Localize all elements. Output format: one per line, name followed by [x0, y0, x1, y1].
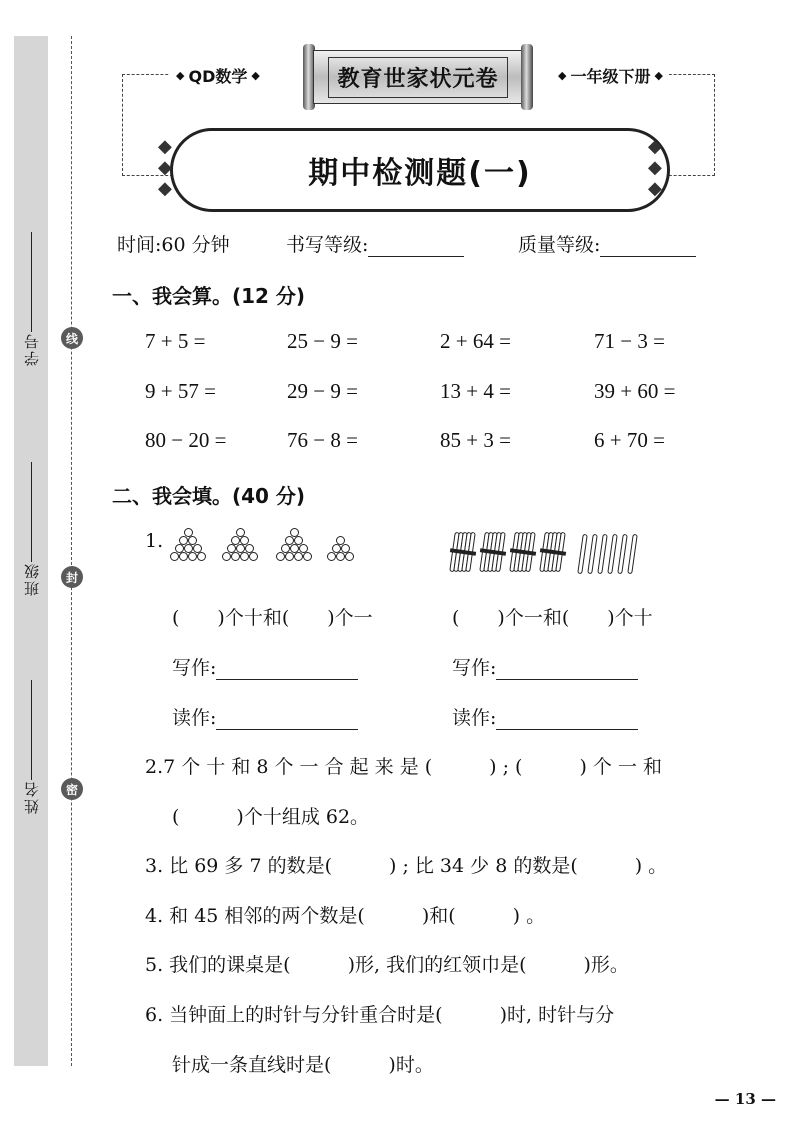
cut-mark-seal: 封 — [61, 566, 83, 588]
ball — [290, 544, 299, 553]
ball — [184, 544, 193, 553]
writing-grade-blank[interactable] — [368, 234, 464, 257]
writing-grade-field[interactable] — [286, 230, 464, 257]
banner-text: 教育世家状元卷 — [328, 57, 507, 98]
equation[interactable]: 76 − 8 = — [287, 428, 358, 452]
ball — [240, 552, 249, 561]
loose-stick — [577, 534, 588, 574]
exam-title-box — [170, 128, 670, 212]
read-label: 读作: — [452, 707, 497, 729]
ball — [341, 544, 350, 553]
subject-tag-text: QD数学 — [188, 67, 248, 86]
ball — [249, 552, 258, 561]
right-read-field[interactable] — [452, 703, 638, 730]
ball — [336, 552, 345, 561]
right-write-field[interactable] — [452, 653, 638, 680]
ball — [285, 552, 294, 561]
question-4[interactable]: 4. 和 45 相邻的两个数是( )和( ) 。 — [145, 905, 546, 927]
student-id-field[interactable] — [14, 232, 48, 366]
ball — [179, 552, 188, 561]
page-number: — 13 — — [714, 1090, 776, 1108]
diamond-icon: ◆ — [558, 69, 567, 82]
ball — [332, 544, 341, 553]
ball — [179, 536, 188, 545]
equation[interactable]: 6 + 70 = — [594, 428, 665, 452]
equation[interactable]: 71 − 3 = — [594, 329, 665, 353]
question-1-left-fill[interactable]: ( )个十和( )个一 — [172, 607, 373, 629]
ball — [188, 552, 197, 561]
subject-tag — [170, 64, 266, 87]
ball — [175, 544, 184, 553]
ball — [240, 536, 249, 545]
read-label: 读作: — [172, 707, 217, 729]
ball — [236, 528, 245, 537]
diamond-icon: ◆ — [176, 69, 185, 82]
loose-stick — [607, 534, 618, 574]
right-write-blank[interactable] — [496, 655, 638, 680]
loose-stick — [617, 534, 628, 574]
loose-stick — [587, 534, 598, 574]
ball — [231, 536, 240, 545]
question-2-line1[interactable]: 2.7 个 十 和 8 个 一 合 起 来 是 ( ) ; ( ) 个 一 和 — [145, 756, 662, 778]
ball — [303, 552, 312, 561]
ball — [294, 536, 303, 545]
ball — [285, 536, 294, 545]
ball — [245, 544, 254, 553]
class-label: 班级 — [22, 562, 41, 596]
section1-heading: 一、我会算。(12 分) — [112, 284, 306, 308]
scroll-roller-right — [521, 44, 533, 110]
equation[interactable]: 39 + 60 = — [594, 379, 676, 403]
exam-title: 期中检测题(一) — [308, 156, 532, 191]
grade-tag-text: 一年级下册 — [570, 67, 651, 86]
cut-mark-secret: 密 — [61, 778, 83, 800]
ball — [197, 552, 206, 561]
student-id-blank[interactable] — [31, 232, 32, 332]
ball — [345, 552, 354, 561]
series-banner — [303, 44, 533, 110]
name-label: 姓名 — [22, 780, 41, 814]
ball — [222, 552, 231, 561]
question-2-line2[interactable]: ( )个十组成 62。 — [172, 806, 370, 828]
equation[interactable]: 29 − 9 = — [287, 379, 358, 403]
question-6-line1[interactable]: 6. 当钟面上的时针与分针重合时是( )时, 时针与分 — [145, 1004, 615, 1026]
ball — [327, 552, 336, 561]
equation[interactable]: 9 + 57 = — [145, 379, 216, 403]
loose-stick — [597, 534, 608, 574]
grade-tag — [552, 64, 669, 87]
ball — [227, 544, 236, 553]
question-3[interactable]: 3. 比 69 多 7 的数是( ) ; 比 34 少 8 的数是( ) 。 — [145, 855, 668, 877]
right-read-blank[interactable] — [496, 705, 638, 730]
diamond-icon: ◆ — [654, 69, 663, 82]
loose-stick — [627, 534, 638, 574]
right-diamonds-icon: ◆ ◆ ◆ — [648, 136, 662, 199]
name-blank[interactable] — [31, 680, 32, 780]
right-bracket — [664, 74, 715, 176]
ball — [231, 552, 240, 561]
ball — [184, 528, 193, 537]
diamond-icon: ◆ — [251, 69, 260, 82]
student-id-label: 学号 — [22, 332, 41, 366]
banner-sheet — [313, 50, 523, 104]
writing-grade-label: 书写等级: — [286, 234, 369, 256]
equation[interactable]: 85 + 3 = — [440, 428, 511, 452]
equation[interactable]: 2 + 64 = — [440, 329, 511, 353]
left-write-blank[interactable] — [216, 655, 358, 680]
section2-heading: 二、我会填。(40 分) — [112, 484, 306, 508]
equation[interactable]: 25 − 9 = — [287, 329, 358, 353]
question-1-right-fill[interactable]: ( )个一和( )个十 — [452, 607, 653, 629]
ball — [276, 552, 285, 561]
ball — [290, 528, 299, 537]
left-read-blank[interactable] — [216, 705, 358, 730]
ball — [193, 544, 202, 553]
quality-grade-label: 质量等级: — [518, 234, 601, 256]
ball — [336, 536, 345, 545]
left-read-field[interactable] — [172, 703, 358, 730]
question-5[interactable]: 5. 我们的课桌是( )形, 我们的红领巾是( )形。 — [145, 954, 629, 976]
quality-grade-field[interactable] — [518, 230, 696, 257]
ball — [236, 544, 245, 553]
cut-line — [71, 36, 72, 1066]
exam-time: 时间:60 分钟 — [117, 234, 230, 256]
equation[interactable]: 7 + 5 = — [145, 329, 206, 353]
question-6-line2[interactable]: 针成一条直线时是( )时。 — [172, 1054, 434, 1076]
equation[interactable]: 80 − 20 = — [145, 428, 227, 452]
ball — [294, 552, 303, 561]
ball — [170, 552, 179, 561]
equation[interactable]: 13 + 4 = — [440, 379, 511, 403]
quality-grade-blank[interactable] — [600, 234, 696, 257]
write-label: 写作: — [172, 657, 217, 679]
cut-mark-line: 线 — [61, 327, 83, 349]
name-field[interactable] — [14, 680, 48, 814]
class-blank[interactable] — [31, 462, 32, 562]
ball — [299, 544, 308, 553]
ball — [188, 536, 197, 545]
write-label: 写作: — [452, 657, 497, 679]
class-field[interactable] — [14, 462, 48, 596]
left-write-field[interactable] — [172, 653, 358, 680]
question-1-number: 1. — [145, 530, 164, 552]
ball — [281, 544, 290, 553]
left-diamonds-icon: ◆ ◆ ◆ — [158, 136, 172, 199]
